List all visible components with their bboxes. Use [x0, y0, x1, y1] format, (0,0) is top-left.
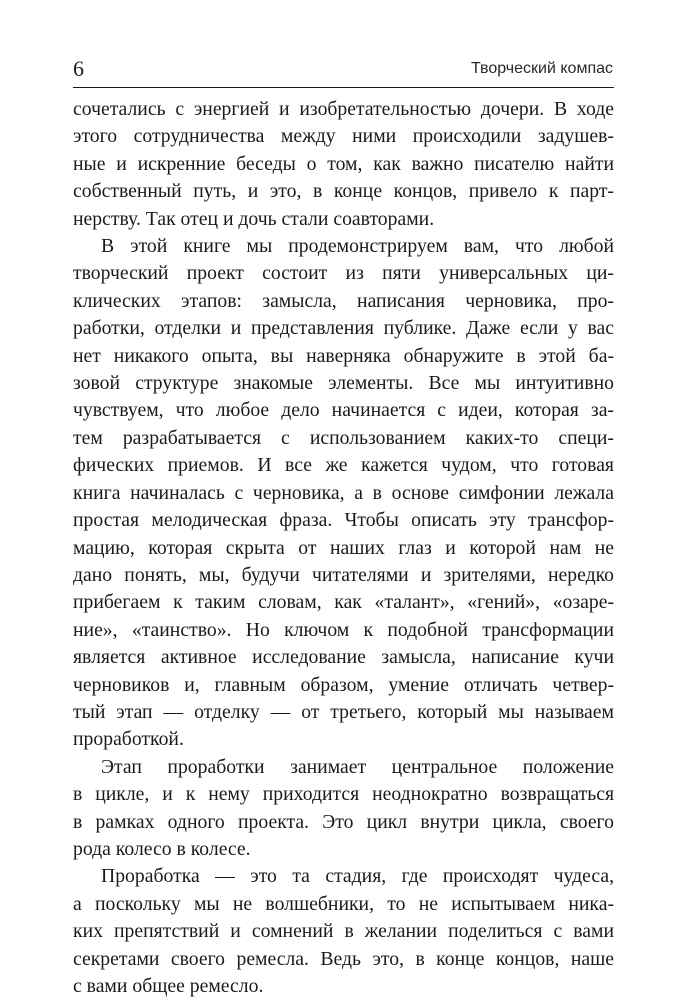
text-line: работки, отделки и представления публике. Даже если у вас — [73, 317, 614, 340]
text-line: Проработка — это та стадия, где происходят чудеса, — [101, 865, 614, 888]
text-line: проработкой. — [73, 728, 184, 751]
paragraph — [73, 233, 614, 754]
body-text — [73, 96, 614, 1000]
text-line: сочетались с энергией и изобретательностью дочери. В ходе — [73, 98, 614, 120]
text-line: ких препятствий и сомнений в желании поделиться с вами — [73, 920, 614, 943]
text-line: а поскольку мы не волшебники, то не испытываем ника- — [73, 892, 614, 915]
text-line: тый этап — отделку — от третьего, который мы называем — [73, 700, 614, 723]
page-number: 6 — [73, 56, 84, 81]
text-line: нет никакого опыта, вы наверняка обнаружите в этой ба- — [73, 344, 614, 367]
text-line: простая мелодическая фраза. Чтобы описать эту трансфор- — [73, 509, 614, 532]
text-line: клических этапов: замысла, написания черновика, про- — [73, 289, 614, 312]
running-title: Творческий компас — [470, 60, 613, 77]
text-line: черновиков и, главным образом, умение отличать четвер- — [73, 673, 614, 696]
text-line: нерству. Так отец и дочь стали соавторами. — [73, 207, 435, 230]
text-line: собственный путь, и это, в конце концов, привело к парт- — [73, 180, 614, 203]
paragraph — [73, 754, 614, 864]
text-line: мацию, которая скрыта от наших глаз и которой нам не — [73, 536, 614, 559]
paragraph — [73, 96, 614, 233]
text-line: в цикле, и к нему приходится неоднократно возвращаться — [73, 783, 614, 806]
text-line: является активное исследование замысла, написание кучи — [73, 646, 614, 669]
text-line: чувствуем, что любое дело начинается с идеи, которая за- — [73, 399, 614, 422]
text-line: в рамках одного проекта. Это цикл внутри цикла, своего — [73, 810, 614, 833]
header-rule — [73, 87, 614, 88]
text-line: дано понять, мы, будучи читателями и зрителями, нередко — [73, 563, 614, 586]
text-line: Этап проработки занимает центральное положение — [101, 755, 614, 778]
text-line: с вами общее ремесло. — [73, 975, 264, 997]
text-line: ные и искренние беседы о том, как важно писателю найти — [73, 152, 614, 175]
text-line: этого сотрудничества между ними происходили задушев- — [73, 125, 614, 148]
text-line: фических приемов. И все же кажется чудом, что готовая — [73, 454, 614, 477]
text-line: тем разрабатывается с использованием каких-то специ- — [73, 426, 614, 449]
text-line: прибегаем к таким словам, как «талант», «гений», «озаре- — [73, 591, 614, 614]
paragraph — [73, 863, 614, 1000]
text-line: творческий проект состоит из пяти универсальных ци- — [73, 262, 614, 285]
text-line: ние», «таинство». Но ключом к подобной трансформации — [73, 618, 614, 641]
text-line: книга начиналась с черновика, а в основе симфонии лежала — [73, 481, 614, 504]
text-line: рода колесо в колесе. — [73, 837, 251, 860]
text-line: зовой структуре знакомые элементы. Все мы интуитивно — [73, 372, 614, 395]
text-line: секретами своего ремесла. Ведь это, в конце концов, наше — [73, 947, 614, 970]
page-header — [73, 56, 613, 86]
text-line: В этой книге мы продемонстрируем вам, что любой — [101, 235, 614, 258]
